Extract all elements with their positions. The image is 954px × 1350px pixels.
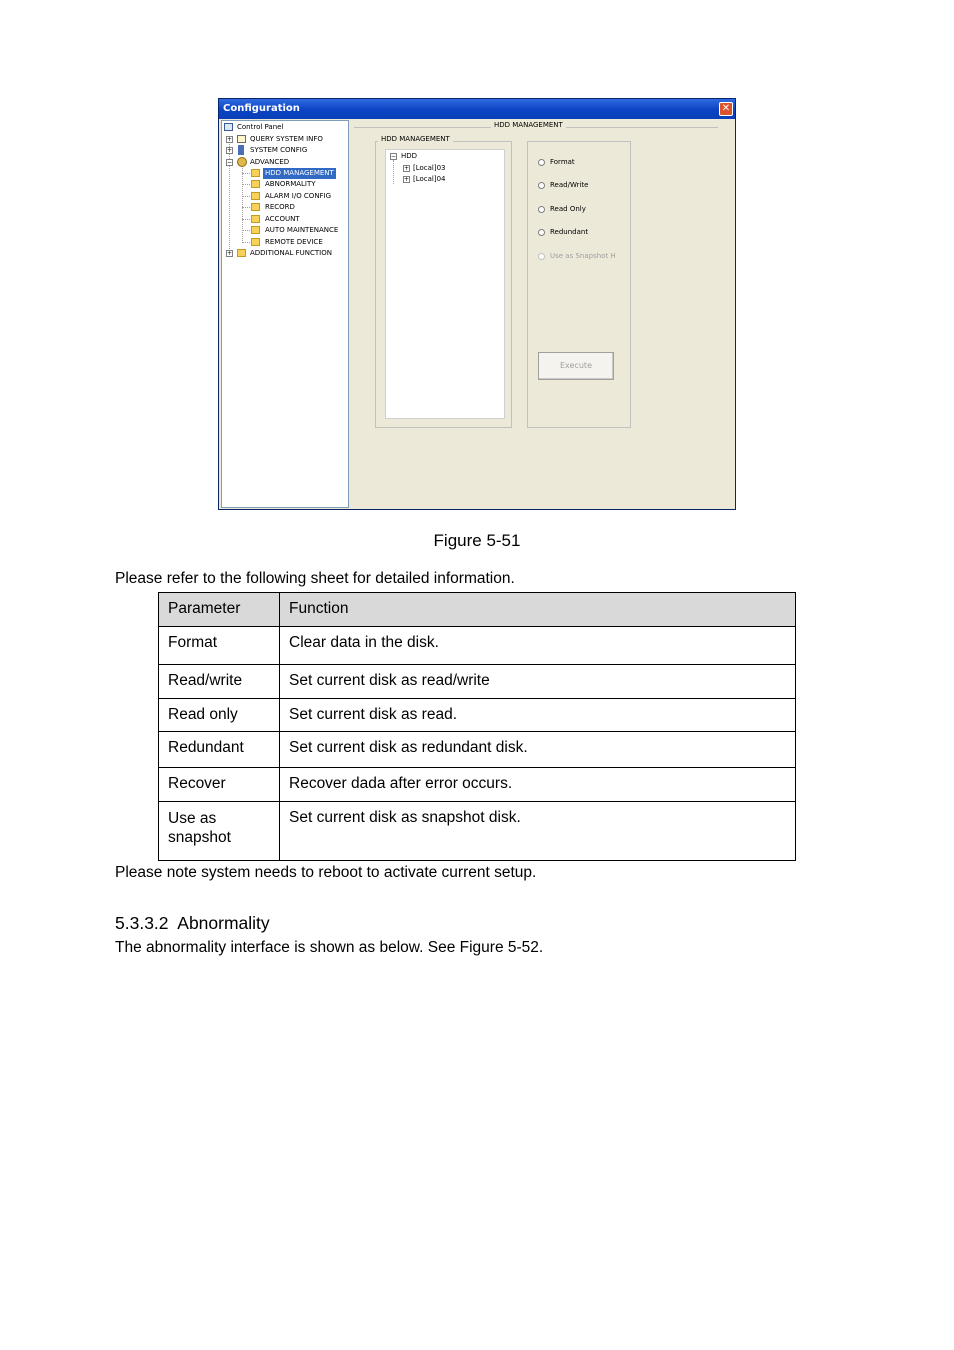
intro-text: Please refer to the following sheet for detailed information. (115, 570, 515, 587)
panel-title: HDD MANAGEMENT (491, 121, 566, 129)
folder-icon (251, 215, 260, 223)
window-titlebar[interactable] (219, 99, 735, 119)
gears-icon (237, 157, 247, 167)
table-cell: Set current disk as read/write (280, 665, 796, 699)
hdd-group-title: HDD MANAGEMENT (378, 135, 453, 143)
folder-open-icon (251, 169, 260, 177)
parameter-table (158, 592, 796, 861)
folder-icon (251, 180, 260, 188)
folder-icon (237, 249, 246, 257)
table-cell: Read only (159, 699, 280, 732)
table-cell: Set current disk as read. (280, 699, 796, 732)
table-row (159, 699, 796, 732)
hdd-tree[interactable]: − HDD + [Local]03 + [Local]04 (385, 149, 505, 419)
figure-caption: Figure 5-51 (433, 531, 521, 550)
table-cell-text: Use as snapshot (168, 810, 231, 846)
hdd-management-panel: HDD MANAGEMENT HDD MANAGEMENT − HDD + [Local]03 + [Local]04 Format Read/Write Read Only Redundant Use as Snapshot H Execute (350, 120, 733, 507)
expand-icon[interactable]: + (227, 136, 233, 143)
tools-icon (238, 145, 244, 155)
radio-icon (538, 253, 545, 260)
expand-icon[interactable]: + (227, 250, 233, 257)
collapse-icon[interactable]: − (391, 153, 397, 160)
table-cell: Clear data in the disk. (280, 627, 796, 665)
expand-icon[interactable]: + (404, 165, 410, 172)
window-title: Configuration (223, 103, 300, 114)
radio-icon (538, 182, 545, 189)
table-row (159, 802, 796, 861)
folder-icon (251, 203, 260, 211)
collapse-icon[interactable]: − (227, 159, 233, 166)
notepad-icon (237, 135, 246, 143)
navigation-tree: Control Panel + QUERY SYSTEM INFO + SYSTEM CONFIG − ADVANCED HDD MANAGEMENT ABNORMALITY ALARM I/O CONFIG RECORD ACCOUNT AUTO MAINTENANCE REMOTE DEVICE + ADDITIONAL FUNCTION (221, 120, 349, 508)
radio-icon (538, 159, 545, 166)
table-row (159, 627, 796, 665)
section-heading: 5.3.3.2 Abnormality (115, 913, 270, 933)
note-text: Please note system needs to reboot to activate current setup. (115, 864, 537, 881)
execute-button[interactable]: Execute (538, 352, 614, 380)
table-cell: Read/write (159, 665, 280, 699)
table-cell: Set current disk as snapshot disk. (280, 802, 796, 861)
table-cell: Set current disk as redundant disk. (280, 732, 796, 768)
table-cell: Format (159, 627, 280, 665)
table-header-cell: Parameter (159, 593, 280, 627)
table-header-cell: Function (280, 593, 796, 627)
section-text: The abnormality interface is shown as below. See Figure 5-52. (115, 939, 544, 956)
table-cell (159, 802, 280, 861)
computer-icon (224, 123, 233, 131)
radio-icon (538, 229, 545, 236)
radio-icon (538, 206, 545, 213)
expand-icon[interactable]: + (404, 176, 410, 183)
table-header-row (159, 593, 796, 627)
expand-icon[interactable]: + (227, 147, 233, 154)
table-row (159, 732, 796, 768)
table-cell: Recover (159, 768, 280, 802)
table-cell: Redundant (159, 732, 280, 768)
table-cell: Recover dada after error occurs. (280, 768, 796, 802)
close-icon[interactable]: ✕ (719, 102, 733, 116)
folder-icon (251, 226, 260, 234)
configuration-window (218, 98, 736, 510)
folder-icon (251, 238, 260, 246)
folder-icon (251, 192, 260, 200)
table-row (159, 768, 796, 802)
table-row (159, 665, 796, 699)
